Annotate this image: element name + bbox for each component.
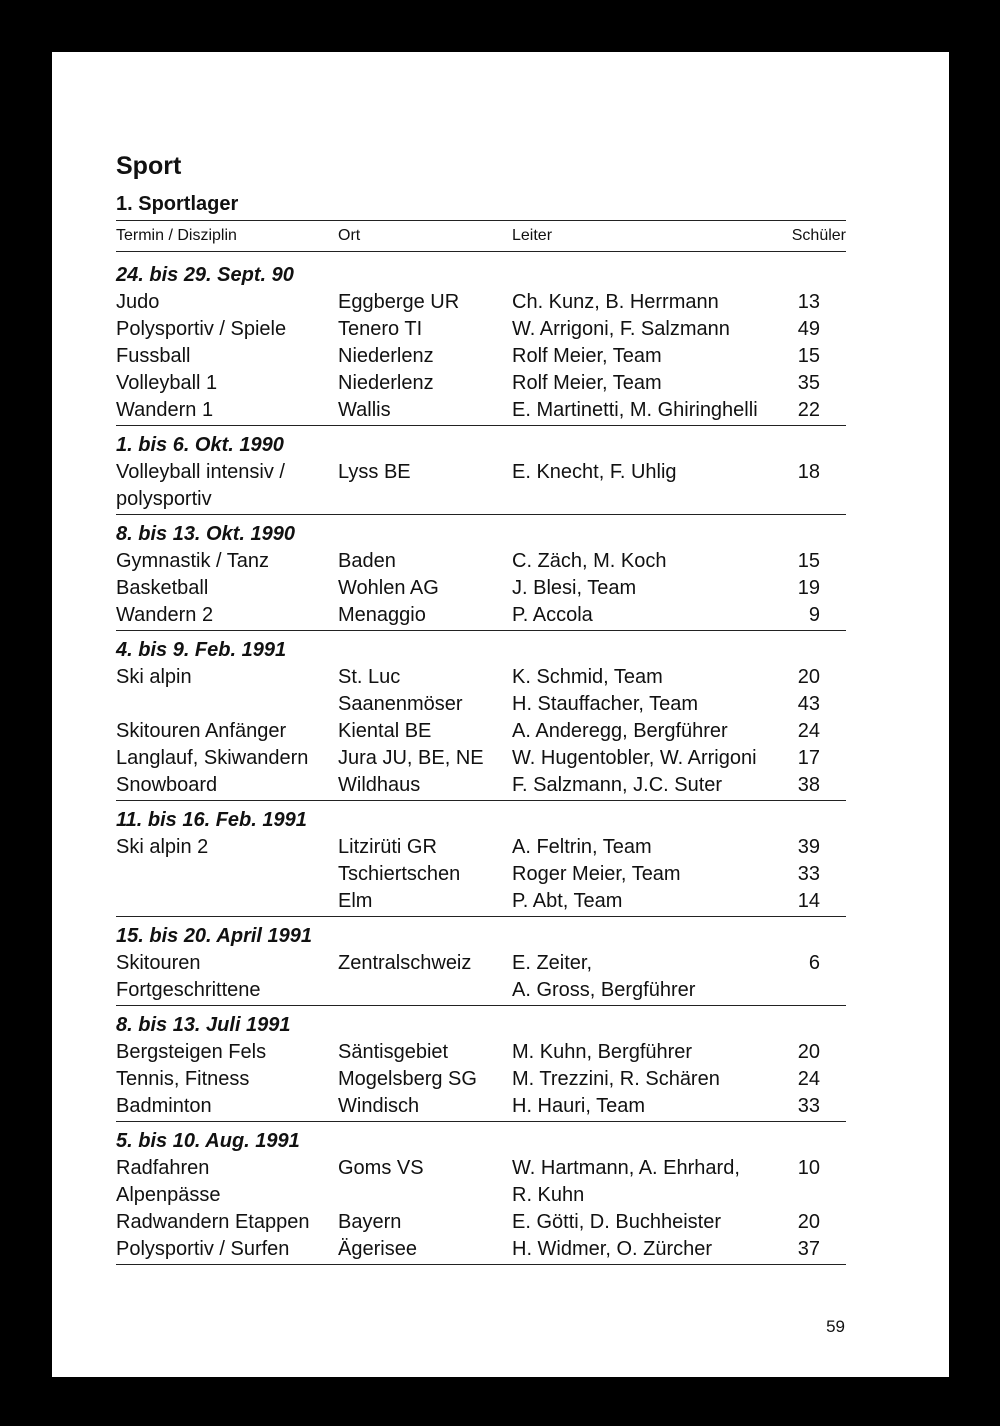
- camp-group: [116, 515, 846, 631]
- column-header-termin: Termin / Disziplin: [116, 227, 237, 244]
- column-header-ort: Ort: [338, 227, 361, 244]
- table-row: [116, 718, 846, 745]
- table-row: [116, 834, 846, 861]
- students-cell: 17: [797, 747, 820, 769]
- table-row: [116, 664, 846, 691]
- page-content: [116, 148, 846, 1265]
- students-cell: 6: [808, 952, 820, 974]
- students-cell: 38: [797, 774, 820, 796]
- camp-groups: [116, 252, 846, 1265]
- students-cell: 33: [797, 863, 820, 885]
- leader-cell: E. Knecht, F. Uhlig: [512, 461, 677, 483]
- table-row: [116, 370, 846, 397]
- location-cell: St. Luc: [338, 666, 401, 688]
- discipline-cell: Polysportiv / Spiele: [116, 318, 287, 340]
- leader-cell: J. Blesi, Team: [512, 577, 637, 599]
- location-cell: Wohlen AG: [338, 577, 439, 599]
- location-cell: Ägerisee: [338, 1238, 417, 1260]
- discipline-cell: Fortgeschrittene: [116, 979, 261, 1001]
- table-row: [116, 548, 846, 575]
- table-row: [116, 397, 846, 424]
- discipline-cell: Volleyball 1: [116, 372, 218, 394]
- location-cell: Tenero TI: [338, 318, 423, 340]
- discipline-cell: Wandern 1: [116, 399, 214, 421]
- discipline-cell: polysportiv: [116, 488, 212, 510]
- location-cell: Jura JU, BE, NE: [338, 747, 484, 769]
- discipline-cell: Bergsteigen Fels: [116, 1041, 267, 1063]
- table-row: [116, 289, 846, 316]
- table-row: [116, 602, 846, 629]
- table-row: [116, 1066, 846, 1093]
- leader-cell: Roger Meier, Team: [512, 863, 681, 885]
- discipline-cell: Gymnastik / Tanz: [116, 550, 270, 572]
- discipline-cell: Alpenpässe: [116, 1184, 221, 1206]
- discipline-cell: Skitouren Anfänger: [116, 720, 287, 742]
- students-cell: 15: [797, 550, 820, 572]
- table-row: [116, 950, 846, 977]
- document-page: [52, 52, 949, 1377]
- discipline-cell: Radwandern Etappen: [116, 1211, 310, 1233]
- table-row: [116, 343, 846, 370]
- discipline-cell: Wandern 2: [116, 604, 214, 626]
- students-cell: 10: [797, 1157, 820, 1179]
- location-cell: Baden: [338, 550, 396, 572]
- discipline-cell: Ski alpin 2: [116, 836, 209, 858]
- discipline-cell: Tennis, Fitness: [116, 1068, 250, 1090]
- leader-cell: K. Schmid, Team: [512, 666, 663, 688]
- table-row: [116, 1155, 846, 1182]
- students-cell: 19: [797, 577, 820, 599]
- column-header-schueler: Schüler: [791, 227, 846, 244]
- leader-cell: F. Salzmann, J.C. Suter: [512, 774, 723, 796]
- leader-cell: H. Hauri, Team: [512, 1095, 646, 1117]
- leader-cell: C. Zäch, M. Koch: [512, 550, 667, 572]
- camp-group: [116, 426, 846, 515]
- table-row: [116, 977, 846, 1004]
- students-cell: 43: [797, 693, 820, 715]
- discipline-cell: Radfahren: [116, 1157, 210, 1179]
- column-header-leiter: Leiter: [512, 227, 553, 244]
- discipline-cell: Langlauf, Skiwandern: [116, 747, 309, 769]
- camp-date: 5. bis 10. Aug. 1991: [116, 1130, 300, 1152]
- table-row: [116, 745, 846, 772]
- table-row: [116, 772, 846, 799]
- location-cell: Saanenmöser: [338, 693, 463, 715]
- camp-date: 15. bis 20. April 1991: [116, 925, 313, 947]
- students-cell: 24: [797, 1068, 820, 1090]
- camp-date: 11. bis 16. Feb. 1991: [116, 809, 307, 831]
- location-cell: Wallis: [338, 399, 391, 421]
- camp-date: 4. bis 9. Feb. 1991: [116, 639, 287, 661]
- table-row: [116, 316, 846, 343]
- discipline-cell: Basketball: [116, 577, 209, 599]
- students-cell: 22: [797, 399, 820, 421]
- leader-cell: M. Kuhn, Bergführer: [512, 1041, 693, 1063]
- leader-cell: Ch. Kunz, B. Herrmann: [512, 291, 719, 313]
- discipline-cell: Skitouren: [116, 952, 201, 974]
- table-row: [116, 888, 846, 915]
- location-cell: Mogelsberg SG: [338, 1068, 477, 1090]
- table-row: [116, 459, 846, 486]
- leader-cell: A. Feltrin, Team: [512, 836, 652, 858]
- leader-cell: E. Martinetti, M. Ghiringhelli: [512, 399, 758, 421]
- location-cell: Tschiertschen: [338, 863, 461, 885]
- leader-cell: Rolf Meier, Team: [512, 372, 662, 394]
- table-header: [116, 220, 846, 252]
- location-cell: Niederlenz: [338, 372, 434, 394]
- table-row: [116, 1182, 846, 1209]
- table-row: [116, 1236, 846, 1263]
- table-row: [116, 691, 846, 718]
- camp-group: [116, 252, 846, 426]
- leader-cell: W. Arrigoni, F. Salzmann: [512, 318, 730, 340]
- location-cell: Wildhaus: [338, 774, 421, 796]
- students-cell: 33: [797, 1095, 820, 1117]
- table-row: [116, 1209, 846, 1236]
- students-cell: 35: [797, 372, 820, 394]
- subsection-title: 1. Sportlager: [116, 193, 239, 215]
- leader-cell: A. Gross, Bergführer: [512, 979, 696, 1001]
- leader-cell: E. Zeiter,: [512, 952, 593, 974]
- leader-cell: H. Stauffacher, Team: [512, 693, 699, 715]
- leader-cell: E. Götti, D. Buchheister: [512, 1211, 721, 1233]
- location-cell: Zentralschweiz: [338, 952, 472, 974]
- students-cell: 37: [797, 1238, 820, 1260]
- students-cell: 24: [797, 720, 820, 742]
- camp-group: [116, 631, 846, 801]
- students-cell: 9: [808, 604, 820, 626]
- location-cell: Kiental BE: [338, 720, 432, 742]
- camp-date: 8. bis 13. Okt. 1990: [116, 523, 295, 545]
- leader-cell: A. Anderegg, Bergführer: [512, 720, 728, 742]
- table-row: [116, 486, 846, 513]
- discipline-cell: Badminton: [116, 1095, 212, 1117]
- students-cell: 15: [797, 345, 820, 367]
- camp-group: [116, 917, 846, 1006]
- discipline-cell: Judo: [116, 291, 160, 313]
- location-cell: Windisch: [338, 1095, 420, 1117]
- camp-group: [116, 1006, 846, 1122]
- leader-cell: W. Hartmann, A. Ehrhard,: [512, 1157, 740, 1179]
- students-cell: 20: [797, 1041, 820, 1063]
- leader-cell: Rolf Meier, Team: [512, 345, 662, 367]
- table-row: [116, 1093, 846, 1120]
- camp-date: 8. bis 13. Juli 1991: [116, 1014, 291, 1036]
- discipline-cell: Snowboard: [116, 774, 218, 796]
- table-row: [116, 861, 846, 888]
- discipline-cell: Polysportiv / Surfen: [116, 1238, 290, 1260]
- students-cell: 39: [797, 836, 820, 858]
- section-title: Sport: [116, 152, 182, 180]
- location-cell: Elm: [338, 890, 373, 912]
- location-cell: Niederlenz: [338, 345, 434, 367]
- page-number: 59: [826, 1317, 845, 1336]
- location-cell: Säntisgebiet: [338, 1041, 449, 1063]
- location-cell: Goms VS: [338, 1157, 424, 1179]
- location-cell: Menaggio: [338, 604, 426, 626]
- camp-date: 24. bis 29. Sept. 90: [116, 264, 294, 286]
- students-cell: 18: [797, 461, 820, 483]
- discipline-cell: Fussball: [116, 345, 191, 367]
- students-cell: 20: [797, 1211, 820, 1233]
- leader-cell: P. Accola: [512, 604, 593, 626]
- discipline-cell: Volleyball intensiv /: [116, 461, 285, 483]
- leader-cell: P. Abt, Team: [512, 890, 623, 912]
- location-cell: Lyss BE: [338, 461, 411, 483]
- location-cell: Litzirüti GR: [338, 836, 437, 858]
- leader-cell: M. Trezzini, R. Schären: [512, 1068, 720, 1090]
- location-cell: Bayern: [338, 1211, 402, 1233]
- leader-cell: R. Kuhn: [512, 1184, 585, 1206]
- students-cell: 13: [797, 291, 820, 313]
- camp-group: [116, 801, 846, 917]
- discipline-cell: Ski alpin: [116, 666, 192, 688]
- students-cell: 14: [797, 890, 820, 912]
- table-row: [116, 575, 846, 602]
- students-cell: 49: [797, 318, 820, 340]
- students-cell: 20: [797, 666, 820, 688]
- location-cell: Eggberge UR: [338, 291, 460, 313]
- leader-cell: H. Widmer, O. Zürcher: [512, 1238, 713, 1260]
- leader-cell: W. Hugentobler, W. Arrigoni: [512, 747, 757, 769]
- table-row: [116, 1039, 846, 1066]
- camp-group: [116, 1122, 846, 1265]
- camp-date: 1. bis 6. Okt. 1990: [116, 434, 284, 456]
